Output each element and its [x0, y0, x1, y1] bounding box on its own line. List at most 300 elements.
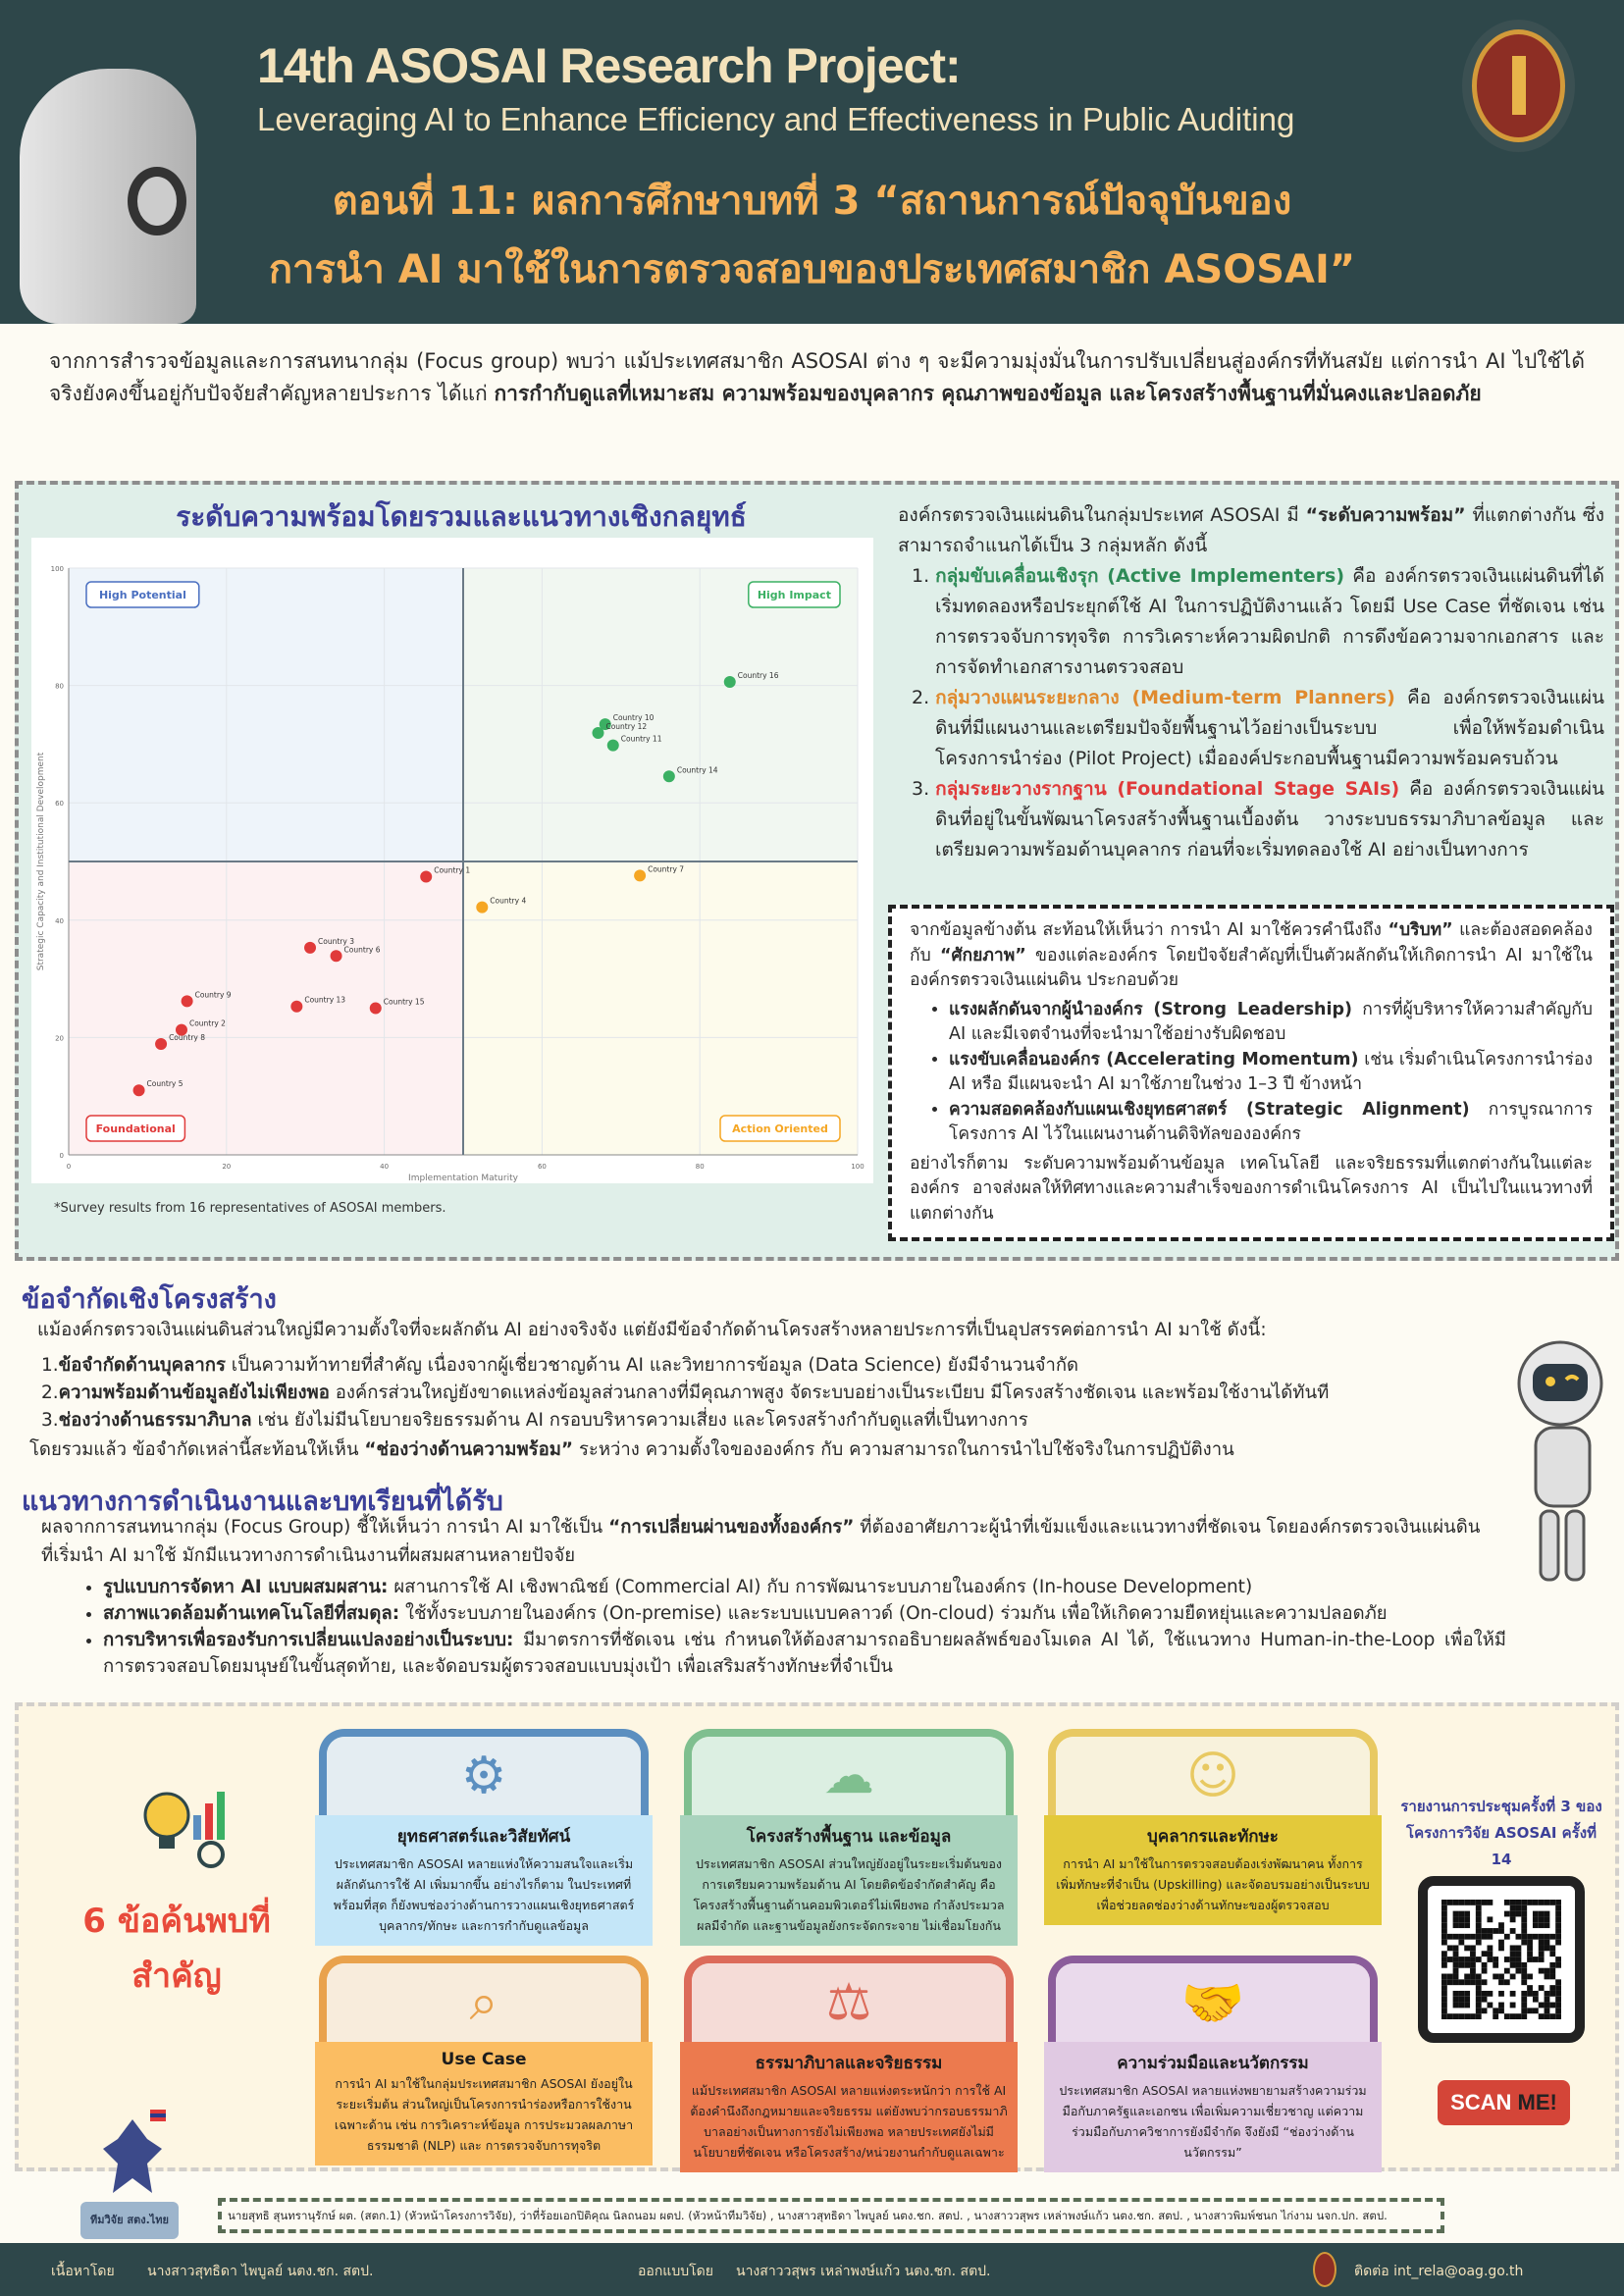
- qr-module: [1527, 2008, 1533, 2013]
- qr-module: [1545, 1922, 1550, 1928]
- qr-module: [1493, 1974, 1498, 1980]
- finding-card: [319, 1956, 649, 2166]
- qr-module: [1549, 1962, 1555, 1968]
- qr-module: [1476, 1922, 1482, 1928]
- qr-module: [1521, 1916, 1527, 1922]
- readiness-group: [898, 561, 1604, 683]
- data-point: [182, 995, 193, 1007]
- quadrant-high-potential: [69, 568, 463, 861]
- qr-module: [1539, 1951, 1545, 1957]
- group-number: 3.: [912, 778, 930, 800]
- qr-module: [1453, 1962, 1459, 1968]
- qr-module: [1470, 1934, 1476, 1940]
- quadrant-foundational: [69, 861, 463, 1155]
- x-tick-label: 40: [380, 1163, 390, 1171]
- qr-module: [1453, 2013, 1459, 2019]
- intro-text: จากการสำรวจข้อมูลและการสนทนากลุ่ม (Focus group) พบว่า แม้ประเทศสมาชิก ASOSAI ต่าง ๆ จะมีความมุ่งมั่นในการปรับเปลี่ยนสู่องค์กรที่ทันสมัย แต่การนำ AI ไปใช้ได้จริงยังคงขึ้นอยู่กับปัจจัยสำคัญหลายประการ ได้แก่: [49, 349, 1585, 405]
- qr-module: [1482, 1928, 1488, 1934]
- qr-module: [1504, 1979, 1510, 1985]
- qr-module: [1464, 2013, 1470, 2019]
- qr-module: [1510, 1945, 1516, 1951]
- me-text: ME!: [1511, 2090, 1557, 2114]
- data-point: [370, 1003, 382, 1015]
- qr-module: [1504, 1934, 1510, 1940]
- lesson-desc: ใช้ทั้งระบบภายในองค์กร (On-premise) และระบบแบบคลาวด์ (On-cloud) ร่วมกัน เพื่อให้เกิดความยืดหยุ่นและความปลอดภัย: [399, 1603, 1388, 1624]
- qr-module: [1527, 1951, 1533, 1957]
- data-point: [331, 950, 342, 962]
- content-by-label: เนื้อหาโดย: [51, 2264, 115, 2279]
- qr-module: [1458, 1940, 1464, 1946]
- qr-module: [1470, 1945, 1476, 1951]
- qr-module: [1487, 1951, 1493, 1957]
- lesson-name: การบริหารเพื่อรองรับการเปลี่ยนแปลงอย่างเป็นระบบ:: [103, 1630, 514, 1650]
- qr-module: [1458, 1934, 1464, 1940]
- qr-module: [1510, 1916, 1516, 1922]
- intro-bold: การกำกับดูแลที่เหมาะสม ความพร้อมของบุคลากร คุณภาพของข้อมูล และโครงสร้างพื้นฐานที่มั่นคงและปลอดภัย: [494, 382, 1482, 405]
- magnifier-chat-icon: ⌕: [327, 1963, 641, 2042]
- data-point: [304, 942, 316, 954]
- qr-module: [1476, 1928, 1482, 1934]
- qr-module: [1549, 1934, 1555, 1940]
- card-text: ประเทศสมาชิก ASOSAI หลายแห่งให้ความสนใจและเริ่มผลักดันการใช้ AI เพิ่มมากขึ้น อย่างไรก็ตาม ในประเทศที่พร้อมที่สุด ก็ยังพบช่องว่างด้านการวางแผนเชิงยุทธศาสตร์ บุคลากร/ทักษะ และการกำกับดูแลข้อมูล: [333, 1856, 635, 1933]
- scan-me-button[interactable]: [1438, 2080, 1570, 2125]
- qr-module: [1549, 2003, 1555, 2009]
- lesson-name: รูปแบบการจัดหา AI แบบผสมผสาน:: [103, 1577, 389, 1597]
- qr-module: [1533, 1916, 1539, 1922]
- qr-module: [1549, 1991, 1555, 1997]
- limit-name: ข้อจำกัดด้านบุคลากร: [58, 1355, 226, 1376]
- card-body: [315, 2042, 653, 2166]
- lightbulb-chart-icon: [132, 1766, 240, 1874]
- qr-module: [1447, 1900, 1453, 1905]
- episode-title-line1: ตอนที่ 11: ผลการศึกษาบทที่ 3 “สถานการณ์ปัจจุบันของ: [332, 179, 1292, 224]
- qr-module: [1539, 1968, 1545, 1974]
- qr-module: [1453, 1900, 1459, 1905]
- group-number: 1.: [912, 565, 930, 587]
- qr-module: [1470, 1968, 1476, 1974]
- factor-desc: การที่ผู้บริหารให้ความสำคัญกับ AI และมีเจตจำนงที่จะนำมาใช้อย่างรับผิดชอบ: [949, 999, 1593, 1044]
- factor-item: [949, 1098, 1593, 1148]
- card-title: บุคลากรและทักษะ: [1147, 1827, 1279, 1847]
- x-tick-label: 60: [537, 1163, 547, 1171]
- qr-module: [1476, 1934, 1482, 1940]
- qr-module: [1493, 1928, 1498, 1934]
- text: ผลจากการสนทนากลุ่ม (Focus Group) ชี้ให้เห็นว่า การนำ AI มาใช้เป็น: [41, 1517, 609, 1538]
- qr-module: [1453, 1991, 1459, 1997]
- limit-name: ความพร้อมด้านข้อมูลยังไม่เพียงพอ: [58, 1383, 330, 1403]
- qr-module: [1458, 1991, 1464, 1997]
- qr-module: [1549, 2013, 1555, 2019]
- qr-module: [1441, 1940, 1447, 1946]
- findings-title: [49, 1894, 304, 2004]
- qr-module: [1527, 1940, 1533, 1946]
- point-label: Country 12: [605, 722, 648, 732]
- qr-module: [1447, 2013, 1453, 2019]
- y-tick-label: 80: [55, 682, 64, 691]
- bold-text: “บริบท”: [1388, 920, 1453, 940]
- qr-module: [1447, 1974, 1453, 1980]
- qr-module: [1521, 1934, 1527, 1940]
- qr-module: [1539, 2003, 1545, 2009]
- y-tick-label: 20: [55, 1034, 64, 1043]
- finding-card: [684, 1729, 1014, 1946]
- qr-module: [1527, 1934, 1533, 1940]
- qr-module: [1458, 1922, 1464, 1928]
- limit-name: ช่องว่างด้านธรรมาภิบาล: [58, 1410, 252, 1431]
- lesson-desc: มีมาตรการที่ชัดเจน เช่น กำหนดให้ต้องสามารถอธิบายผลลัพธ์ของโมเดล AI ได้, ใช้แนวทาง Human-in-the-Loop เพื่อให้มีการตรวจสอบโดยมนุษย์ในขั้นสุดท้าย, และจัดอบรมผู้ตรวจสอบแบบมุ่งเป้า เพื่อเสริมสร้างทักษะที่จำเป็น: [103, 1630, 1506, 1677]
- x-axis-label: Implementation Maturity: [408, 1174, 518, 1183]
- qr-module: [1493, 2008, 1498, 2013]
- qr-module: [1476, 1905, 1482, 1911]
- qr-module: [1555, 1962, 1561, 1968]
- lesson-desc: ผสานการใช้ AI เชิงพาณิชย์ (Commercial AI) กับ การพัฒนาระบบภายในองค์กร (In-house Development): [388, 1577, 1253, 1597]
- qr-module: [1470, 1951, 1476, 1957]
- qr-module: [1539, 1985, 1545, 1991]
- research-team-badge: ทีมวิจัย สตง.ไทย: [80, 2202, 179, 2239]
- qr-module: [1441, 1922, 1447, 1928]
- factor-name: แรงผลักดันจากผู้นำองค์กร (Strong Leadership): [949, 999, 1353, 1019]
- qr-module: [1441, 1957, 1447, 1962]
- qr-module: [1510, 1905, 1516, 1911]
- qr-module: [1476, 2013, 1482, 2019]
- qr-module: [1516, 1934, 1522, 1940]
- qr-module: [1458, 1900, 1464, 1905]
- qr-module: [1527, 1974, 1533, 1980]
- qr-module: [1493, 1962, 1498, 1968]
- qr-module: [1476, 2008, 1482, 2013]
- qr-module: [1441, 1985, 1447, 1991]
- qr-module: [1447, 1957, 1453, 1962]
- qr-module: [1521, 1968, 1527, 1974]
- lesson-item: [103, 1574, 1506, 1600]
- x-tick-label: 0: [66, 1163, 72, 1171]
- lesson-item: [103, 1600, 1506, 1627]
- lead-text: ที่แตกต่างกัน ซึ่งสามารถจำแนกได้เป็น 3 กลุ่มหลัก ดังนี้: [898, 504, 1604, 556]
- qr-module: [1555, 2003, 1561, 2009]
- episode-title-line2: การนำ AI มาใช้ในการตรวจสอบของประเทศสมาชิก ASOSAI”: [268, 247, 1356, 292]
- readiness-scatter-chart: [31, 538, 873, 1183]
- qr-module: [1533, 2008, 1539, 2013]
- qr-module: [1464, 1916, 1470, 1922]
- qr-module: [1533, 1991, 1539, 1997]
- qr-module: [1510, 2013, 1516, 2019]
- qr-module: [1464, 1957, 1470, 1962]
- point-label: Country 4: [490, 896, 527, 906]
- findings-title-line1: 6 ข้อค้นพบที่: [82, 1902, 271, 1941]
- limit-number: 1.: [41, 1355, 59, 1376]
- qr-module: [1549, 1968, 1555, 1974]
- card-body: [680, 1815, 1018, 1946]
- qr-module: [1498, 1979, 1504, 1985]
- data-point: [634, 869, 646, 881]
- readiness-groups-text: [898, 500, 1604, 865]
- qr-module: [1464, 1945, 1470, 1951]
- qr-module: [1516, 1900, 1522, 1905]
- qr-module: [1555, 1985, 1561, 1991]
- point-label: Country 13: [304, 995, 346, 1005]
- design-by-name: นางสาววสุพร เหล่าพงษ์แก้ว นตง.ชก. สตป.: [736, 2264, 991, 2279]
- qr-module: [1555, 1957, 1561, 1962]
- qr-module: [1441, 1916, 1447, 1922]
- qr-module: [1504, 1911, 1510, 1917]
- group-name: กลุ่มวางแผนระยะกลาง (Medium-term Planners): [935, 687, 1395, 708]
- qr-module: [1482, 1968, 1488, 1974]
- qr-module: [1521, 1900, 1527, 1905]
- point-label: Country 3: [318, 936, 354, 946]
- qr-module: [1504, 2013, 1510, 2019]
- card-title: ยุทธศาสตร์และวิสัยทัศน์: [396, 1827, 571, 1847]
- qr-module: [1545, 1974, 1550, 1980]
- intro-paragraph: [49, 345, 1585, 410]
- qr-module: [1516, 1951, 1522, 1957]
- qr-module: [1504, 1900, 1510, 1905]
- qr-module: [1476, 1916, 1482, 1922]
- gavel-shield-icon: ⚖: [692, 1963, 1006, 2042]
- qr-module: [1545, 1916, 1550, 1922]
- qr-module: [1441, 1900, 1447, 1905]
- text: ของแต่ละองค์กร โดยปัจจัยสำคัญที่เป็นตัวผลักดันให้เกิดการนำ AI มาใช้ในองค์กรตรวจเงินแผ่นดิน ประกอบด้วย: [910, 945, 1593, 990]
- qr-module: [1458, 1962, 1464, 1968]
- qr-module: [1533, 1900, 1539, 1905]
- qr-module: [1539, 1945, 1545, 1951]
- data-point: [592, 727, 603, 739]
- qr-module: [1510, 1957, 1516, 1962]
- card-text: ประเทศสมาชิก ASOSAI หลายแห่งพยายามสร้างความร่วมมือกับภาครัฐและเอกชน เพื่อเพิ่มความเชี่ยวชาญ แต่ความร่วมมือกับภาควิชาการยังมีจำกัด จึงยังมี “ช่องว่างด้านนวัตกรรม”: [1059, 2083, 1367, 2160]
- qr-module: [1464, 1974, 1470, 1980]
- qr-module: [1498, 1928, 1504, 1934]
- qr-module: [1441, 1979, 1447, 1985]
- qr-module: [1521, 1928, 1527, 1934]
- qr-module: [1527, 1945, 1533, 1951]
- contact-email[interactable]: ติดต่อ int_rela@oag.go.th: [1354, 2264, 1524, 2279]
- qr-module: [1476, 1911, 1482, 1917]
- qr-module: [1516, 1957, 1522, 1962]
- qr-module: [1470, 1900, 1476, 1905]
- finding-card: [684, 1956, 1014, 2172]
- handshake-bulb-icon: 🤝: [1056, 1963, 1370, 2042]
- qr-module: [1516, 1905, 1522, 1911]
- qr-module: [1487, 1916, 1493, 1922]
- qr-module: [1447, 1945, 1453, 1951]
- qr-module: [1516, 1911, 1522, 1917]
- qr-module: [1458, 1997, 1464, 2003]
- gear-chart-icon: ⚙: [327, 1737, 641, 1815]
- chart-footnote: *Survey results from 16 representatives of ASOSAI members.: [54, 1201, 446, 1216]
- qr-module: [1476, 1997, 1482, 2003]
- qr-module: [1458, 2013, 1464, 2019]
- qr-module: [1533, 1922, 1539, 1928]
- qr-module: [1545, 1997, 1550, 2003]
- qr-module: [1521, 1922, 1527, 1928]
- qr-module: [1464, 1979, 1470, 1985]
- content-by-name: นางสาวสุทธิดา ไพบูลย์ นตง.ชก. สตป.: [147, 2264, 374, 2279]
- data-point: [607, 740, 619, 752]
- qr-module: [1521, 2008, 1527, 2013]
- qr-module: [1453, 1951, 1459, 1957]
- qr-module: [1470, 1962, 1476, 1968]
- cloud-database-icon: ☁: [692, 1737, 1006, 1815]
- qr-module: [1441, 1928, 1447, 1934]
- qr-module: [1464, 1922, 1470, 1928]
- qr-module: [1458, 1916, 1464, 1922]
- point-label: Country 11: [620, 734, 662, 744]
- qr-module: [1476, 1957, 1482, 1962]
- qr-module: [1470, 1957, 1476, 1962]
- qr-module: [1453, 1916, 1459, 1922]
- limits-list: [41, 1352, 1493, 1435]
- qr-module: [1555, 1928, 1561, 1934]
- data-point: [420, 871, 432, 883]
- qr-module: [1521, 1997, 1527, 2003]
- qr-module: [1447, 1934, 1453, 1940]
- qr-module: [1510, 1951, 1516, 1957]
- qr-module: [1464, 1997, 1470, 2003]
- card-text: การนำ AI มาใช้ในกลุ่มประเทศสมาชิก ASOSAI ยังอยู่ในระยะเริ่มต้น ส่วนใหญ่เป็นโครงการนำร่องหรือการใช้งานเฉพาะด้าน เช่น การวิเคราะห์ข้อมูล การประมวลผลภาษาธรรมชาติ (NLP) และ การตรวจจับการทุจริต: [334, 2076, 634, 2153]
- qr-module: [1476, 1985, 1482, 1991]
- qr-module: [1441, 1962, 1447, 1968]
- point-label: Country 10: [612, 713, 655, 723]
- qr-module: [1498, 1974, 1504, 1980]
- qr-module: [1527, 1991, 1533, 1997]
- qr-module: [1470, 1979, 1476, 1985]
- qr-module: [1498, 2003, 1504, 2009]
- group-name: กลุ่มระยะวางรากฐาน (Foundational Stage SAIs): [935, 778, 1400, 800]
- qr-module: [1487, 1957, 1493, 1962]
- qr-module: [1476, 2003, 1482, 2009]
- lessons-list: [103, 1574, 1506, 1680]
- qr-module: [1521, 1991, 1527, 1997]
- qr-module: [1521, 1905, 1527, 1911]
- qr-module: [1533, 1997, 1539, 2003]
- qr-module: [1447, 1979, 1453, 1985]
- qr-module: [1539, 1922, 1545, 1928]
- text: โดยรวมแล้ว ข้อจำกัดเหล่านี้สะท้อนให้เห็น: [29, 1439, 365, 1460]
- qr-module: [1487, 1991, 1493, 1997]
- limit-item: [41, 1352, 1493, 1380]
- group-desc: คือ องค์กรตรวจเงินแผ่นดินที่อยู่ในขั้นพัฒนาโครงสร้างพื้นฐานเบื้องต้น วางระบบธรรมาภิบาลข้อมูล และเตรียมความพร้อมด้านบุคลากร ก่อนที่จะเริ่มทดลองใช้ AI อย่างเป็นทางการ: [935, 778, 1604, 861]
- qr-module: [1555, 1905, 1561, 1911]
- finding-card: [319, 1729, 649, 1946]
- qr-module: [1510, 1991, 1516, 1997]
- qr-module: [1504, 1957, 1510, 1962]
- qr-module: [1510, 1928, 1516, 1934]
- qr-module: [1498, 1922, 1504, 1928]
- qr-module: [1453, 1945, 1459, 1951]
- qr-module: [1516, 1968, 1522, 1974]
- findings-title-line2: สำคัญ: [131, 1957, 222, 1996]
- data-point: [290, 1001, 302, 1013]
- x-tick-label: 20: [222, 1163, 232, 1171]
- qr-module: [1458, 2003, 1464, 2009]
- factor-item: [949, 998, 1593, 1048]
- lesson-name: สภาพแวดล้อมด้านเทคโนโลยีที่สมดุล:: [103, 1603, 400, 1624]
- qr-module: [1549, 1974, 1555, 1980]
- garuda-mascot-icon: [93, 2110, 172, 2198]
- card-body: [315, 1815, 653, 1946]
- limit-desc: เป็นความท้าทายที่สำคัญ เนื่องจากผู้เชี่ยวชาญด้าน AI และวิทยาการข้อมูล (Data Science) ยังมีจำนวนจำกัด: [225, 1355, 1079, 1376]
- qr-module: [1533, 1957, 1539, 1962]
- group-desc: คือ องค์กรตรวจเงินแผ่นดินที่ได้เริ่มทดลองหรือประยุกต์ใช้ AI ในการปฏิบัติงานแล้ว โดยมี Use Case ที่ชัดเจน เช่น การตรวจจับการทุจริต การวิเคราะห์ความผิดปกติ การดึงข้อความจากเอกสาร และการจัดทำเอกสารงานตรวจสอบ: [935, 565, 1605, 678]
- qr-module: [1464, 1934, 1470, 1940]
- qr-module: [1555, 1916, 1561, 1922]
- factor-name: แรงขับเคลื่อนองค์กร (Accelerating Momentum): [949, 1049, 1359, 1070]
- limits-lead: แม้องค์กรตรวจเงินแผ่นดินส่วนใหญ่มีความตั้งใจที่จะผลักดัน AI อย่างจริงจัง แต่ยังมีข้อจำกัดด้านโครงสร้างหลายประการที่เป็นอุปสรรคต่อการนำ AI มาใช้ ดังนี้:: [37, 1320, 1267, 1340]
- data-point: [155, 1038, 167, 1050]
- lessons-lead: [41, 1513, 1484, 1570]
- qr-module: [1498, 1945, 1504, 1951]
- qr-module: [1453, 1922, 1459, 1928]
- bold-text: “ช่องว่างด้านความพร้อม”: [364, 1439, 574, 1460]
- qr-module: [1504, 1968, 1510, 1974]
- qr-module: [1470, 1974, 1476, 1980]
- qr-module: [1510, 1900, 1516, 1905]
- limits-summary: [29, 1436, 1482, 1463]
- qr-module: [1539, 1934, 1545, 1940]
- qr-module: [1441, 1974, 1447, 1980]
- qr-module: [1555, 1997, 1561, 2003]
- qr-module: [1555, 1922, 1561, 1928]
- point-label: Country 5: [146, 1079, 183, 1089]
- footer-logo-icon: [1313, 2252, 1336, 2287]
- card-title: ความร่วมมือและนวัตกรรม: [1117, 2054, 1309, 2073]
- limits-heading: ข้อจำกัดเชิงโครงสร้าง: [22, 1284, 277, 1315]
- data-point: [663, 770, 675, 782]
- point-label: Country 1: [434, 865, 471, 875]
- readiness-lead: [898, 500, 1604, 561]
- card-text: การนำ AI มาใช้ในการตรวจสอบต้องเร่งพัฒนาคน ทั้งการเพิ่มทักษะที่จำเป็น (Upskilling) และจัดอบรมอย่างเป็นระบบ เพื่อช่วยลดช่องว่างด้านทักษะของผู้ตรวจสอบ: [1056, 1856, 1370, 1912]
- qr-module: [1545, 2003, 1550, 2009]
- lesson-item: [103, 1627, 1506, 1680]
- qr-code[interactable]: [1418, 1876, 1585, 2043]
- qr-module: [1487, 2003, 1493, 2009]
- qr-module: [1545, 1900, 1550, 1905]
- qr-module: [1498, 1991, 1504, 1997]
- point-label: Country 6: [343, 945, 381, 955]
- data-point: [476, 902, 488, 913]
- lead-bold: “ระดับความพร้อม”: [1305, 504, 1466, 526]
- x-tick-label: 80: [695, 1163, 705, 1171]
- card-title: โครงสร้างพื้นฐาน และข้อมูล: [746, 1827, 952, 1847]
- qr-module: [1521, 1979, 1527, 1985]
- qr-module: [1521, 1962, 1527, 1968]
- qr-module: [1545, 1991, 1550, 1997]
- card-body: [680, 2042, 1018, 2172]
- finding-card: [1048, 1729, 1378, 1925]
- limit-desc: เช่น ยังไม่มีนโยบายจริยธรรมด้าน AI กรอบบริหารความเสี่ยง และโครงสร้างกำกับดูแลที่เป็นทางการ: [251, 1410, 1028, 1431]
- qr-module: [1487, 1900, 1493, 1905]
- qr-module: [1453, 1974, 1459, 1980]
- qr-module: [1539, 1916, 1545, 1922]
- factors-lead: [910, 918, 1593, 994]
- factor-item: [949, 1048, 1593, 1098]
- qr-module: [1441, 1991, 1447, 1997]
- qr-module: [1545, 1945, 1550, 1951]
- qr-module: [1498, 2008, 1504, 2013]
- qr-module: [1516, 1962, 1522, 1968]
- readiness-group: [898, 683, 1604, 774]
- point-label: Country 9: [194, 990, 232, 1000]
- group-name: กลุ่มขับเคลื่อนเชิงรุก (Active Implementers): [935, 565, 1345, 587]
- scan-text: SCAN: [1450, 2090, 1512, 2114]
- factor-desc: เช่น เริ่มดำเนินโครงการนำร่อง AI หรือ มีแผนจะนำ AI มาใช้ภายในช่วง 1–3 ปี ข้างหน้า: [949, 1049, 1593, 1094]
- limit-desc: องค์กรส่วนใหญ่ยังขาดแหล่งข้อมูลส่วนกลางที่มีคุณภาพสูง จัดระบบอย่างเป็นระเบียบ มีโครงสร้างชัดเจน และพร้อมใช้งานได้ทันที: [329, 1383, 1330, 1403]
- qr-module: [1521, 1974, 1527, 1980]
- y-tick-label: 0: [59, 1152, 64, 1160]
- qr-module: [1482, 1997, 1488, 2003]
- factor-desc: การบูรณาการโครงการ AI ไว้ในแผนงานด้านดิจิทัลขององค์กร: [949, 1099, 1593, 1144]
- qr-module: [1482, 2008, 1488, 2013]
- qr-module: [1441, 1997, 1447, 2003]
